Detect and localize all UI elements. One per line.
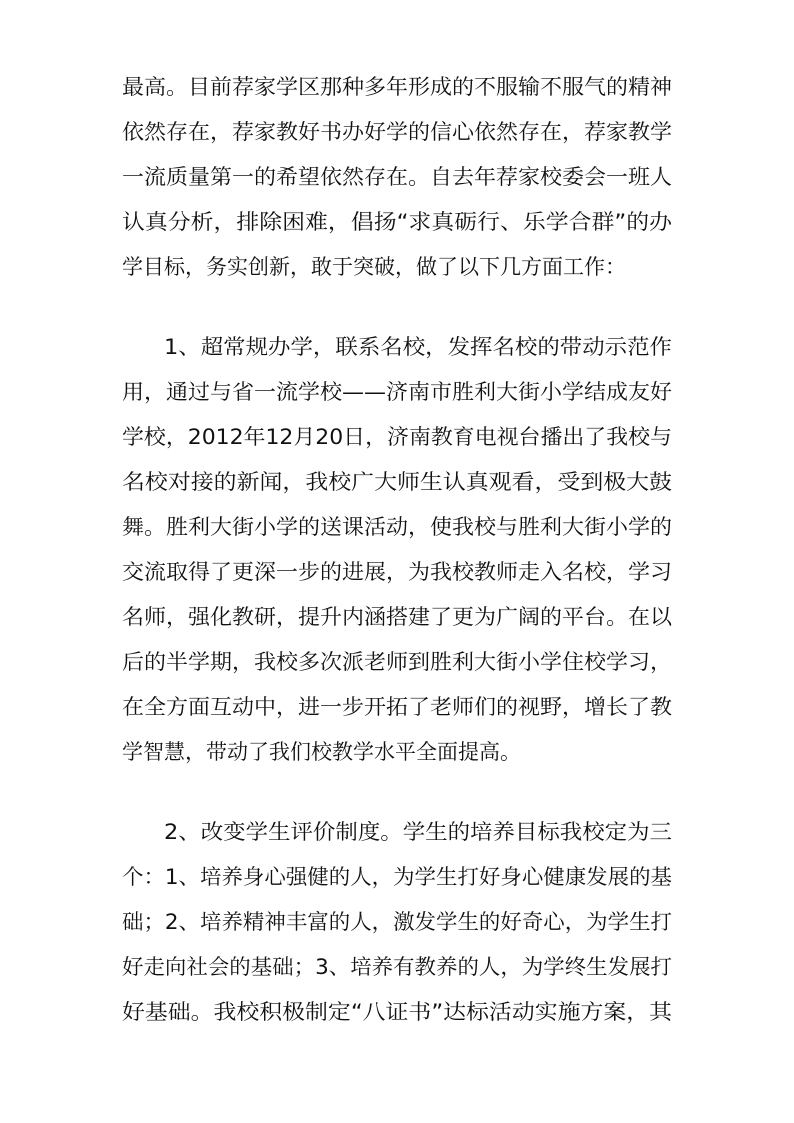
text-line: [0, 422, 794, 452]
text-line-content: 最高。目前荐家学区那种多年形成的不服输不服气的精神: [122, 75, 672, 99]
text-line-content: 名师，强化教研，提升内涵搭建了更为广阔的平台。在以: [122, 605, 672, 629]
text-line-content: 学目标，务实创新，敢于突破，做了以下几方面工作：: [122, 255, 626, 279]
text-line: [0, 332, 794, 362]
text-line-content: 学校，2012年12月20日，济南教育电视台播出了我校与: [122, 425, 672, 449]
text-line: [0, 512, 794, 542]
text-line-content: 名校对接的新闻，我校广大师生认真观看，受到极大鼓: [122, 470, 672, 494]
text-line-content: 在全方面互动中，进一步开拓了老师们的视野，增长了教: [122, 695, 672, 719]
text-line-content: 依然存在，荐家教好书办好学的信心依然存在，荐家教学: [122, 120, 672, 144]
text-line-content: 交流取得了更深一步的进展，为我校教师走入名校，学习: [122, 560, 672, 584]
text-line-content: 好走向社会的基础；3、培养有教养的人，为学终生发展打: [122, 955, 672, 979]
text-line: [0, 117, 794, 147]
text-line: [0, 862, 794, 892]
text-line-content: 用，通过与省一流学校——济南市胜利大街小学结成友好: [122, 380, 672, 404]
text-line: [0, 907, 794, 937]
text-line: [0, 207, 794, 237]
text-line: [0, 467, 794, 497]
text-line: [0, 997, 794, 1027]
text-line-content: 好基础。我校积极制定“八证书”达标活动实施方案，其: [122, 1000, 672, 1024]
text-line-content: 一流质量第一的希望依然存在。自去年荐家校委会一班人: [122, 165, 672, 189]
text-line-content: 学智慧，带动了我们校教学水平全面提高。: [122, 740, 521, 764]
text-line-content: 个：1、培养身心强健的人，为学生打好身心健康发展的基: [122, 865, 672, 889]
text-line: [0, 737, 794, 767]
text-line: [0, 162, 794, 192]
text-line-content: 1、超常规办学，联系名校，发挥名校的带动示范作: [164, 335, 672, 359]
text-line: [0, 817, 794, 847]
text-line-content: 础；2、培养精神丰富的人，激发学生的好奇心，为学生打: [122, 910, 672, 934]
text-line-content: 舞。胜利大街小学的送课活动，使我校与胜利大街小学的: [122, 515, 672, 539]
text-line-content: 2、改变学生评价制度。学生的培养目标我校定为三: [164, 820, 672, 844]
text-line: [0, 557, 794, 587]
text-line-content: 后的半学期，我校多次派老师到胜利大街小学住校学习，: [122, 650, 672, 674]
text-line: [0, 377, 794, 407]
text-line-content: 认真分析，排除困难，倡扬“求真砺行、乐学合群”的办: [122, 210, 672, 234]
text-line: [0, 692, 794, 722]
text-line: [0, 252, 794, 282]
text-line: [0, 952, 794, 982]
text-line: [0, 647, 794, 677]
text-line: [0, 72, 794, 102]
text-line: [0, 602, 794, 632]
